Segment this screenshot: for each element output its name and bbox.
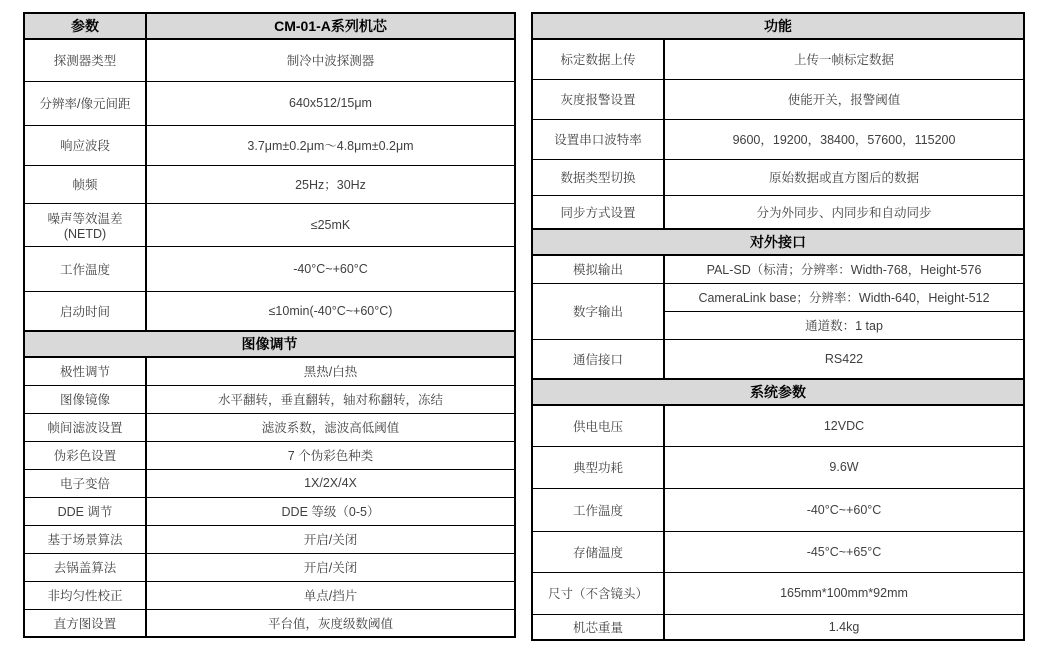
spec-value: 开启/关闭 xyxy=(146,525,515,553)
spec-row xyxy=(24,39,515,81)
spec-row xyxy=(24,246,515,291)
spec-row xyxy=(24,441,515,469)
spec-row xyxy=(24,203,515,246)
spec-label: 工作温度 xyxy=(532,488,664,531)
spec-value: PAL-SD（标清；分辨率：Width-768，Height-576 xyxy=(664,255,1024,283)
spec-value: 7 个伪彩色种类 xyxy=(146,441,515,469)
spec-value: 单点/挡片 xyxy=(146,581,515,609)
spec-value: 640x512/15μm xyxy=(146,81,515,125)
spec-row xyxy=(24,525,515,553)
spec-value: -40°C~+60°C xyxy=(664,488,1024,531)
spec-value: 9.6W xyxy=(664,446,1024,488)
spec-row xyxy=(24,609,515,637)
spec-row xyxy=(532,195,1024,229)
section-header-external-interface xyxy=(532,229,1024,255)
spec-row xyxy=(532,159,1024,195)
spec-label: 响应波段 xyxy=(24,125,146,165)
table-header-row xyxy=(24,13,515,39)
spec-row xyxy=(24,553,515,581)
spec-row xyxy=(24,497,515,525)
spec-row xyxy=(532,531,1024,572)
section-header-image-adjust xyxy=(24,331,515,357)
spec-label: 帧频 xyxy=(24,165,146,203)
header-model: CM-01-A系列机芯 xyxy=(146,13,515,39)
spec-row xyxy=(532,119,1024,159)
spec-row xyxy=(532,39,1024,79)
spec-value: ≤25mK xyxy=(146,203,515,246)
spec-label: 帧间滤波设置 xyxy=(24,413,146,441)
spec-value: 使能开关，报警阈值 xyxy=(664,79,1024,119)
spec-value: 制冷中波探测器 xyxy=(146,39,515,81)
spec-value: 分为外同步、内同步和自动同步 xyxy=(664,195,1024,229)
spec-label: 存储温度 xyxy=(532,531,664,572)
spec-value: 平台值，灰度级数阈值 xyxy=(146,609,515,637)
spec-label: 供电电压 xyxy=(532,405,664,446)
section-title: 系统参数 xyxy=(532,379,1024,405)
spec-label: 极性调节 xyxy=(24,357,146,385)
spec-row xyxy=(24,81,515,125)
spec-label: 典型功耗 xyxy=(532,446,664,488)
spec-label: 探测器类型 xyxy=(24,39,146,81)
spec-label: 图像镜像 xyxy=(24,385,146,413)
spec-value: 12VDC xyxy=(664,405,1024,446)
spec-value: 9600，19200，38400，57600，115200 xyxy=(664,119,1024,159)
spec-row xyxy=(532,405,1024,446)
spec-label: 设置串口波特率 xyxy=(532,119,664,159)
spec-label: 尺寸（不含镜头） xyxy=(532,572,664,614)
spec-value: -45°C~+65°C xyxy=(664,531,1024,572)
section-title: 图像调节 xyxy=(24,331,515,357)
spec-value: 165mm*100mm*92mm xyxy=(664,572,1024,614)
spec-row xyxy=(24,165,515,203)
spec-row xyxy=(24,125,515,165)
spec-label: 去锅盖算法 xyxy=(24,553,146,581)
spec-label: 模拟输出 xyxy=(532,255,664,283)
spec-label: 数字输出 xyxy=(532,283,664,339)
spec-value: CameraLink base；分辨率：Width-640，Height-512 xyxy=(664,283,1024,311)
spec-label: 非均匀性校正 xyxy=(24,581,146,609)
spec-row xyxy=(532,488,1024,531)
spec-value: 3.7μm±0.2μm～4.8μm±0.2μm xyxy=(146,125,515,165)
spec-row xyxy=(24,291,515,331)
spec-label: 噪声等效温差(NETD) xyxy=(24,203,146,246)
section-title: 功能 xyxy=(532,13,1024,39)
spec-label: 直方图设置 xyxy=(24,609,146,637)
spec-label: 同步方式设置 xyxy=(532,195,664,229)
section-title: 对外接口 xyxy=(532,229,1024,255)
spec-value: 上传一帧标定数据 xyxy=(664,39,1024,79)
function-interface-table xyxy=(531,12,1025,641)
spec-row-dimensions xyxy=(532,572,1024,614)
spec-row xyxy=(24,385,515,413)
spec-label: 分辨率/像元间距 xyxy=(24,81,146,125)
spec-value: 原始数据或直方图后的数据 xyxy=(664,159,1024,195)
spec-value: 25Hz；30Hz xyxy=(146,165,515,203)
spec-row-comm-interface xyxy=(532,339,1024,379)
spec-row xyxy=(24,413,515,441)
spec-label: 伪彩色设置 xyxy=(24,441,146,469)
spec-value: ≤10min(-40°C~+60°C) xyxy=(146,291,515,331)
core-parameters-table xyxy=(23,12,516,638)
spec-row xyxy=(532,446,1024,488)
spec-label: 标定数据上传 xyxy=(532,39,664,79)
spec-row xyxy=(532,614,1024,640)
spec-label: 数据类型切换 xyxy=(532,159,664,195)
spec-row-digital-output xyxy=(532,283,1024,311)
spec-value: -40°C~+60°C xyxy=(146,246,515,291)
spec-value: 1X/2X/4X xyxy=(146,469,515,497)
header-param: 参数 xyxy=(24,13,146,39)
spec-label: 基于场景算法 xyxy=(24,525,146,553)
spec-label: 工作温度 xyxy=(24,246,146,291)
spec-value: 滤波系数，滤波高低阈值 xyxy=(146,413,515,441)
spec-label: 通信接口 xyxy=(532,339,664,379)
spec-value: 1.4kg xyxy=(664,614,1024,640)
spec-row-analog-output xyxy=(532,255,1024,283)
spec-value: DDE 等级（0-5） xyxy=(146,497,515,525)
section-header-function xyxy=(532,13,1024,39)
spec-value: 水平翻转，垂直翻转，轴对称翻转，冻结 xyxy=(146,385,515,413)
section-header-system-params xyxy=(532,379,1024,405)
spec-row xyxy=(24,581,515,609)
spec-value: 开启/关闭 xyxy=(146,553,515,581)
spec-label: 启动时间 xyxy=(24,291,146,331)
spec-value: RS422 xyxy=(664,339,1024,379)
spec-row xyxy=(532,79,1024,119)
spec-label: 电子变倍 xyxy=(24,469,146,497)
spec-value: 通道数：1 tap xyxy=(664,311,1024,339)
spec-value: 黑热/白热 xyxy=(146,357,515,385)
spec-label: 灰度报警设置 xyxy=(532,79,664,119)
spec-row xyxy=(24,469,515,497)
spec-label: DDE 调节 xyxy=(24,497,146,525)
spec-row xyxy=(24,357,515,385)
spec-label: 机芯重量 xyxy=(532,614,664,640)
